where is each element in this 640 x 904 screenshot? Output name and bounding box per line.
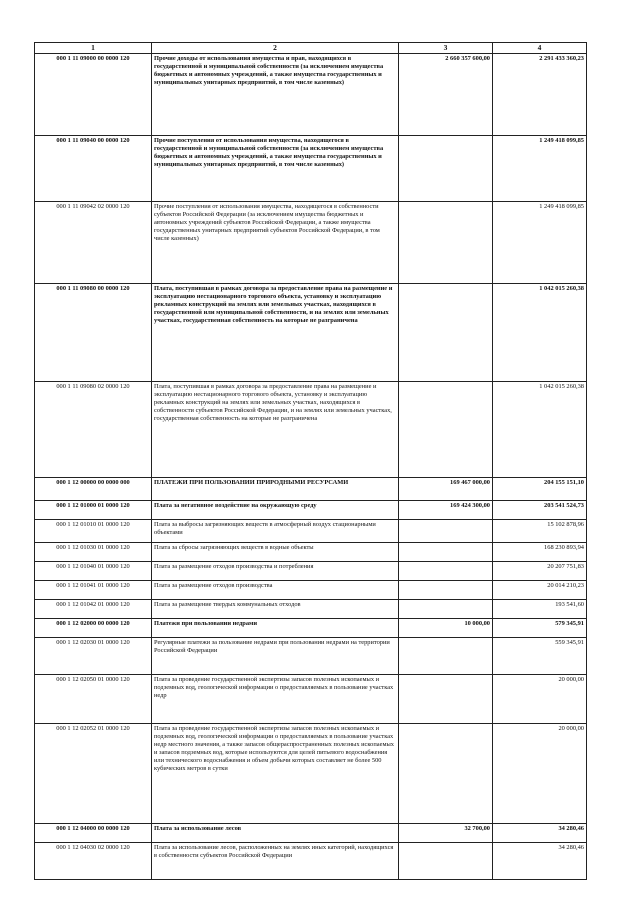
budget-code-cell: 000 1 12 00000 00 0000 000 [35, 478, 152, 501]
budget-code-cell: 000 1 11 09040 00 0000 120 [35, 136, 152, 202]
header-col-2: 2 [152, 43, 399, 54]
plan-amount-cell: 32 700,00 [399, 824, 493, 843]
budget-code-cell: 000 1 12 01030 01 0000 120 [35, 543, 152, 562]
budget-code-cell: 000 1 12 04000 00 0000 120 [35, 824, 152, 843]
budget-code-cell: 000 1 12 01040 01 0000 120 [35, 562, 152, 581]
item-name-cell: ПЛАТЕЖИ ПРИ ПОЛЬЗОВАНИИ ПРИРОДНЫМИ РЕСУРСАМИ [152, 478, 399, 501]
actual-amount-cell: 203 541 524,73 [493, 501, 587, 520]
table-row [35, 724, 587, 824]
item-name-cell: Плата за использование лесов [152, 824, 399, 843]
budget-code-cell: 000 1 12 01010 01 0000 120 [35, 520, 152, 543]
item-name-cell: Плата за использование лесов, расположенных на землях иных категорий, находящихся в собственности субъектов Российской Федерации [152, 843, 399, 880]
plan-amount-cell [399, 284, 493, 382]
plan-amount-cell [399, 562, 493, 581]
table-row [35, 843, 587, 880]
table-row [35, 520, 587, 543]
actual-amount-cell: 168 230 893,94 [493, 543, 587, 562]
table-row [35, 600, 587, 619]
actual-amount-cell: 204 155 151,10 [493, 478, 587, 501]
header-col-1: 1 [35, 43, 152, 54]
item-name-cell: Прочие поступления от использования имущества, находящегося в собственности субъектов Российской Федерации (за исключением имущества бюджетных и автономных учреждений субъектов Российской Федерации, а также имущества государственных унитарных предприятий субъектов Российской Федерации, в том числе казенных) [152, 202, 399, 284]
budget-code-cell: 000 1 12 04030 02 0000 120 [35, 843, 152, 880]
plan-amount-cell [399, 675, 493, 724]
actual-amount-cell: 559 345,91 [493, 638, 587, 675]
plan-amount-cell: 169 424 300,00 [399, 501, 493, 520]
table-row [35, 478, 587, 501]
plan-amount-cell [399, 543, 493, 562]
table-row [35, 543, 587, 562]
table-row [35, 581, 587, 600]
table-row [35, 382, 587, 478]
table-header-row [35, 43, 587, 54]
item-name-cell: Плата за размещение отходов производства и потребления [152, 562, 399, 581]
actual-amount-cell: 34 280,46 [493, 843, 587, 880]
table-row [35, 501, 587, 520]
plan-amount-cell [399, 202, 493, 284]
budget-code-cell: 000 1 12 01041 01 0000 120 [35, 581, 152, 600]
item-name-cell: Плата за проведение государственной экспертизы запасов полезных ископаемых и подземных вод, геологической информации о предоставляемых в пользование участках недр [152, 675, 399, 724]
item-name-cell: Плата за негативное воздействие на окружающую среду [152, 501, 399, 520]
plan-amount-cell [399, 136, 493, 202]
item-name-cell: Плата за размещение отходов производства [152, 581, 399, 600]
actual-amount-cell: 579 345,91 [493, 619, 587, 638]
budget-code-cell: 000 1 12 01000 01 0000 120 [35, 501, 152, 520]
item-name-cell: Плата за проведение государственной экспертизы запасов полезных ископаемых и подземных вод, геологической информации о предоставляемых в пользование участках недр местного значения, а также запасов общераспространенных полезных ископаемых и запасов подземных вод, которые используются для целей питьевого водоснабжения или технического водоснабжения и объем добычи которых составляет не более 500 кубических метров в сутки [152, 724, 399, 824]
actual-amount-cell: 1 042 015 260,38 [493, 284, 587, 382]
table-row [35, 562, 587, 581]
budget-code-cell: 000 1 12 02030 01 0000 120 [35, 638, 152, 675]
plan-amount-cell [399, 520, 493, 543]
header-col-4: 4 [493, 43, 587, 54]
plan-amount-cell [399, 600, 493, 619]
plan-amount-cell [399, 724, 493, 824]
table-row [35, 619, 587, 638]
actual-amount-cell: 20 014 210,23 [493, 581, 587, 600]
plan-amount-cell: 10 000,00 [399, 619, 493, 638]
table-row [35, 136, 587, 202]
plan-amount-cell [399, 382, 493, 478]
item-name-cell: Плата за размещение твердых коммунальных отходов [152, 600, 399, 619]
plan-amount-cell [399, 581, 493, 600]
table-row [35, 54, 587, 136]
budget-code-cell: 000 1 12 02050 01 0000 120 [35, 675, 152, 724]
item-name-cell: Прочие доходы от использования имущества и прав, находящихся в государственной и муниципальной собственности (за исключением имущества бюджетных и автономных учреждений, а также имущества государственных и муниципальных унитарных предприятий, в том числе казенных) [152, 54, 399, 136]
actual-amount-cell: 1 249 418 099,85 [493, 202, 587, 284]
budget-code-cell: 000 1 11 09000 00 0000 120 [35, 54, 152, 136]
table-row [35, 202, 587, 284]
plan-amount-cell [399, 843, 493, 880]
table-row [35, 675, 587, 724]
item-name-cell: Платежи при пользовании недрами [152, 619, 399, 638]
budget-revenue-table [34, 42, 587, 880]
actual-amount-cell: 20 000,00 [493, 724, 587, 824]
table-row [35, 638, 587, 675]
item-name-cell: Плата, поступившая в рамках договора за предоставление права на размещение и эксплуатацию нестационарного торгового объекта, установку и эксплуатацию рекламных конструкций на землях или земельных участках, находящихся в государственной или муниципальной собственности, и на землях или земельных участках, государственная собственность на которые не разграничена [152, 284, 399, 382]
budget-code-cell: 000 1 12 02000 00 0000 120 [35, 619, 152, 638]
budget-code-cell: 000 1 12 01042 01 0000 120 [35, 600, 152, 619]
header-col-3: 3 [399, 43, 493, 54]
actual-amount-cell: 34 280,46 [493, 824, 587, 843]
actual-amount-cell: 20 207 751,83 [493, 562, 587, 581]
item-name-cell: Плата, поступившая в рамках договора за предоставление права на размещение и эксплуатацию нестационарного торгового объекта, установку и эксплуатацию рекламных конструкций на землях или земельных участках, находящихся в собственности субъектов Российской Федерации, и на землях или земельных участках, государственная собственность на которые не разграничена [152, 382, 399, 478]
plan-amount-cell [399, 638, 493, 675]
item-name-cell: Регулярные платежи за пользование недрами при пользовании недрами на территории Российской Федерации [152, 638, 399, 675]
actual-amount-cell: 193 541,60 [493, 600, 587, 619]
actual-amount-cell: 2 291 433 360,23 [493, 54, 587, 136]
actual-amount-cell: 15 102 878,96 [493, 520, 587, 543]
actual-amount-cell: 1 249 418 099,85 [493, 136, 587, 202]
actual-amount-cell: 20 000,00 [493, 675, 587, 724]
budget-code-cell: 000 1 12 02052 01 0000 120 [35, 724, 152, 824]
plan-amount-cell: 169 467 000,00 [399, 478, 493, 501]
budget-code-cell: 000 1 11 09042 02 0000 120 [35, 202, 152, 284]
item-name-cell: Прочие поступления от использования имущества, находящегося в государственной и муниципальной собственности (за исключением имущества бюджетных и автономных учреждений, а также имущества государственных и муниципальных унитарных предприятий, в том числе казенных) [152, 136, 399, 202]
actual-amount-cell: 1 042 015 260,38 [493, 382, 587, 478]
table-row [35, 824, 587, 843]
table-body [35, 54, 587, 880]
table-row [35, 284, 587, 382]
item-name-cell: Плата за выбросы загрязняющих веществ в атмосферный воздух стационарными объектами [152, 520, 399, 543]
plan-amount-cell: 2 660 357 600,00 [399, 54, 493, 136]
budget-code-cell: 000 1 11 09080 00 0000 120 [35, 284, 152, 382]
budget-code-cell: 000 1 11 09080 02 0000 120 [35, 382, 152, 478]
item-name-cell: Плата за сбросы загрязняющих веществ в водные объекты [152, 543, 399, 562]
